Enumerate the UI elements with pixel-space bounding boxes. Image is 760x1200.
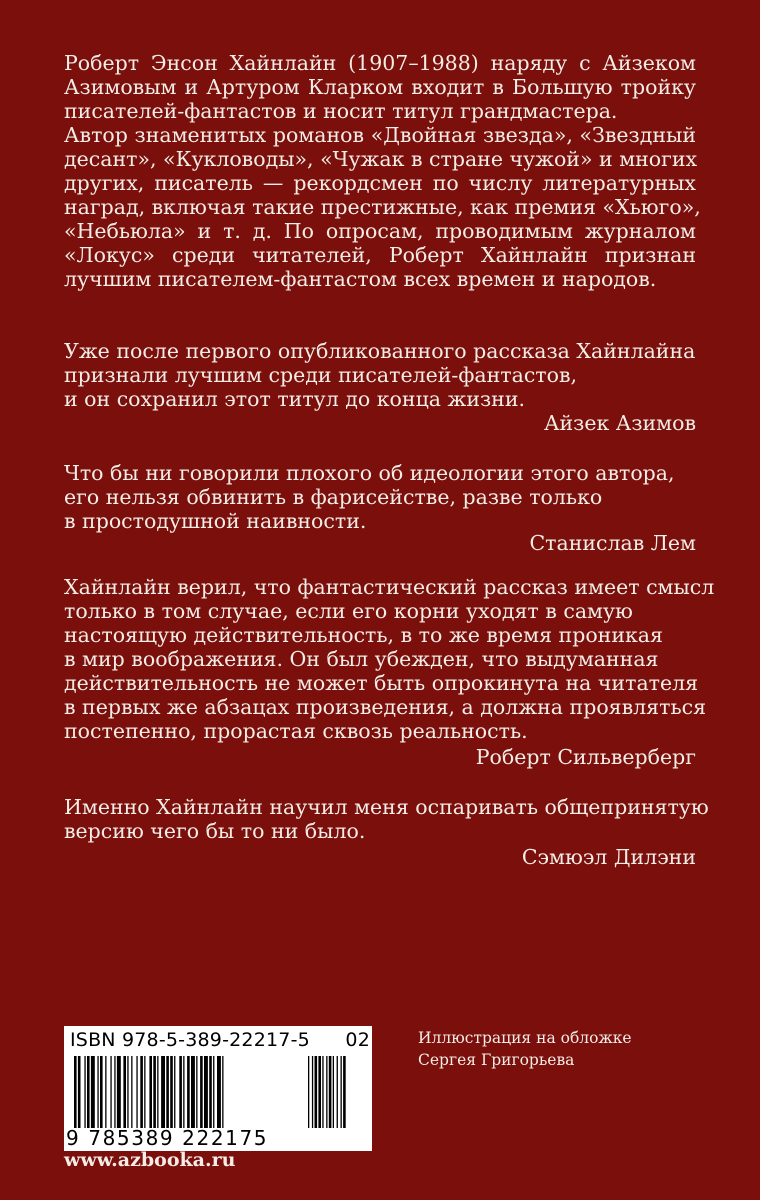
bio-line: наград, включая такие престижные, как премия «Хьюго», — [64, 195, 701, 219]
quote-line: Уже после первого опубликованного рассказа Хайнлайна — [64, 339, 696, 363]
bio-line: «Небьюла» и т. д. По опросам, проводимым журналом — [64, 219, 696, 243]
isbn-digits: 9 785389 222175 — [66, 1126, 269, 1150]
isbn-label: ISBN 978-5-389-22217-5 — [70, 1029, 310, 1051]
quote-line: действительность не может быть опрокинута на читателя — [64, 671, 699, 695]
quote-line: признали лучшим среди писателей-фантастов, — [64, 363, 578, 387]
quote-line: Хайнлайн верил, что фантастический рассказ имеет смысл — [64, 575, 715, 599]
bio-line: Роберт Энсон Хайнлайн (1907–1988) наряду с Айзеком — [64, 51, 696, 75]
isbn-barcode — [64, 1026, 372, 1151]
publisher-website[interactable]: www.azbooka.ru — [64, 1149, 236, 1171]
bio-line: лучшим писателем-фантастом всех времен и народов. — [64, 267, 657, 291]
illustration-credit-line1: Иллюстрация на обложке — [418, 1029, 632, 1047]
quote-line: настоящую действительность, в то же время проникая — [64, 623, 663, 647]
quote-author: Сэмюэл Дилэни — [521, 845, 696, 869]
quote-line: постепенно, прорастая сквозь реальность. — [64, 719, 528, 743]
quote-line: Именно Хайнлайн научил меня оспаривать общепринятую — [64, 795, 709, 819]
bio-line: «Локус» среди читателей, Роберт Хайнлайн признан — [64, 243, 696, 267]
quote-line: в первых же абзацах произведения, а должна проявляться — [64, 695, 707, 719]
quote-line: версию чего бы то ни было. — [64, 819, 366, 843]
quote-line: и он сохранил этот титул до конца жизни. — [64, 387, 526, 411]
isbn-addon: 02 — [345, 1029, 370, 1051]
quote-line: в мир воображения. Он был убежден, что выдуманная — [64, 647, 659, 671]
quote-line: в простодушной наивности. — [64, 509, 367, 533]
bio-line: других, писатель — рекордсмен по числу литературных — [64, 171, 696, 195]
quote-line: только в том случае, если его корни уходят в самую — [64, 599, 633, 623]
bio-line: десант», «Кукловоды», «Чужак в стране чужой» и многих — [64, 147, 698, 171]
quote-author: Станислав Лем — [529, 531, 696, 555]
quote-line: его нельзя обвинить в фарисействе, разве только — [64, 485, 603, 509]
quote-line: Что бы ни говорили плохого об идеологии этого автора, — [64, 461, 675, 485]
bio-line: писателей-фантастов и носит титул грандмастера. — [64, 99, 618, 123]
quote-author: Айзек Азимов — [543, 411, 696, 435]
bio-line: Азимовым и Артуром Кларком входит в Большую тройку — [64, 75, 696, 99]
bio-line: Автор знаменитых романов «Двойная звезда», «Звездный — [64, 123, 696, 147]
illustration-credit-line2: Сергея Григорьева — [418, 1051, 575, 1069]
quote-author: Роберт Сильверберг — [475, 745, 696, 769]
isbn-header — [70, 1028, 370, 1052]
barcode-bars-icon — [70, 1056, 370, 1128]
